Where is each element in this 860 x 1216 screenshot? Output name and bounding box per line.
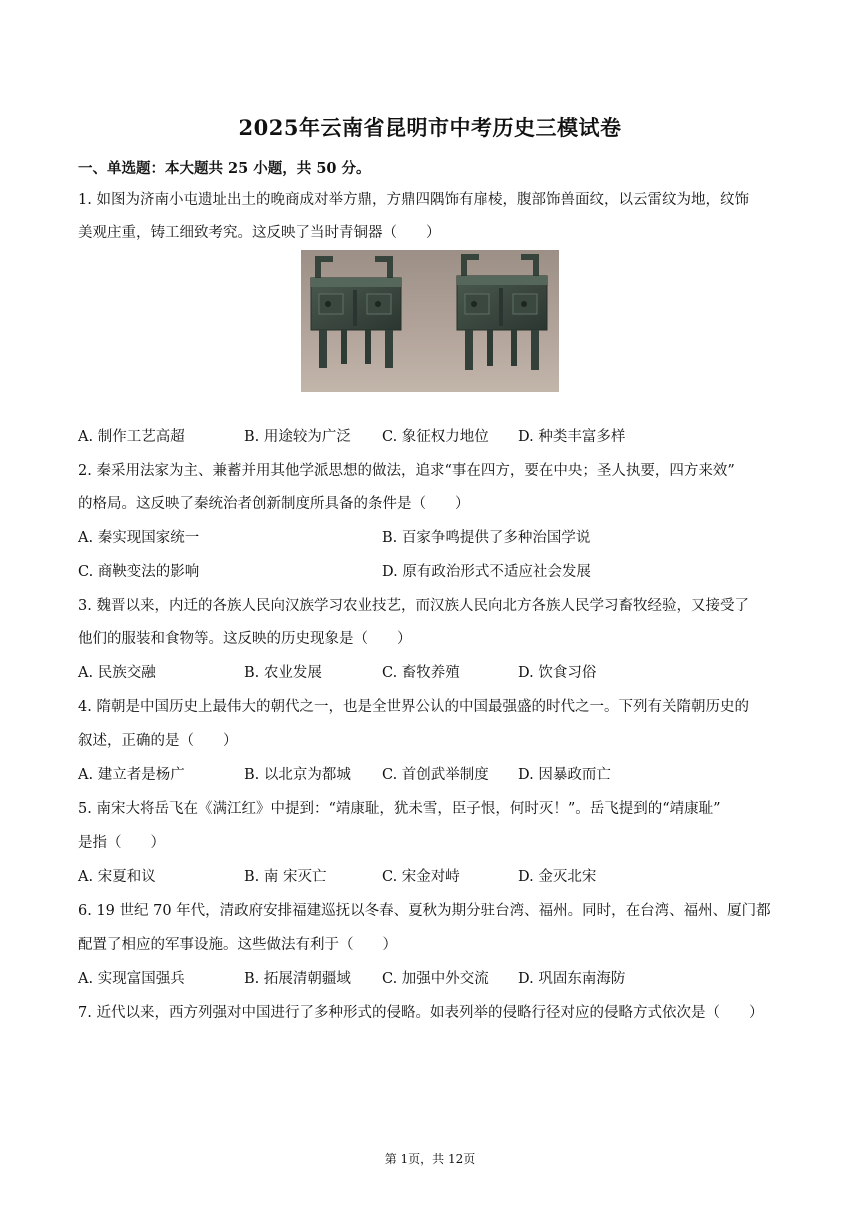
q3-option-c: C. 畜牧养殖 bbox=[382, 665, 460, 681]
q3-option-d: D. 饮食习俗 bbox=[518, 665, 597, 681]
q6-option-a: A. 实现富国强兵 bbox=[78, 971, 185, 987]
question-3-line-1: 3. 魏晋以来，内迁的各族人民向汉族学习农业技艺，而汉族人民向北方各族人民学习畜牧经验，又接受了 bbox=[78, 598, 749, 614]
page-title: 2025年云南省昆明市中考历史三模试卷 bbox=[238, 115, 622, 140]
question-4-line-2: 叙述，正确的是（ ） bbox=[78, 733, 238, 749]
q1-option-d: D. 种类丰富多样 bbox=[518, 429, 626, 445]
section-heading: 一、单选题：本大题共 25 小题，共 50 分。 bbox=[78, 160, 371, 177]
q3-option-b: B. 农业发展 bbox=[244, 665, 322, 681]
q5-option-c: C. 宋金对峙 bbox=[382, 869, 460, 885]
q4-option-d: D. 因暴政而亡 bbox=[518, 767, 611, 783]
question-7-line-1: 7. 近代以来，西方列强对中国进行了多种形式的侵略。如表列举的侵略行径对应的侵略方式依次是（ ） bbox=[78, 1005, 764, 1021]
page-footer: 第 1页，共 12页 bbox=[384, 1152, 476, 1166]
q1-option-a: A. 制作工艺高超 bbox=[78, 429, 185, 445]
question-2-line-2: 的格局。这反映了秦统治者创新制度所具备的条件是（ ） bbox=[78, 496, 470, 512]
question-5-line-2: 是指（ ） bbox=[78, 835, 165, 851]
q6-option-d: D. 巩固东南海防 bbox=[518, 971, 626, 987]
q6-option-b: B. 拓展清朝疆域 bbox=[244, 971, 351, 987]
question-2-line-1: 2. 秦采用法家为主、兼蓄并用其他学派思想的做法，追求“事在四方，要在中央；圣人执要，四方来效” bbox=[78, 463, 735, 479]
question-1-line-1: 1. 如图为济南小屯遗址出土的晚商成对举方鼎，方鼎四隅饰有扉棱，腹部饰兽面纹，以云雷纹为地，纹饰 bbox=[78, 192, 749, 208]
question-5-line-1: 5. 南宋大将岳飞在《满江红》中提到：“靖康耻，犹未雪，臣子恨，何时灭！”。岳飞提到的“靖康耻” bbox=[78, 801, 721, 817]
q5-option-b: B. 南 宋灭亡 bbox=[244, 869, 327, 885]
q6-option-c: C. 加强中外交流 bbox=[382, 971, 489, 987]
q1-option-b: B. 用途较为广泛 bbox=[244, 429, 351, 445]
question-1-line-2: 美观庄重，铸工细致考究。这反映了当时青铜器（ ） bbox=[78, 225, 441, 241]
q1-option-c: C. 象征权力地位 bbox=[382, 429, 489, 445]
question-6-line-1: 6. 19 世纪 70 年代，清政府安排福建巡抚以冬春、夏秋为期分驻台湾、福州。同时，在台湾、福州、厦门都 bbox=[78, 903, 771, 919]
bronze-ding-photo bbox=[301, 250, 559, 392]
q4-option-a: A. 建立者是杨广 bbox=[78, 767, 185, 783]
q2-option-a: A. 秦实现国家统一 bbox=[78, 530, 200, 546]
question-6-line-2: 配置了相应的军事设施。这些做法有利于（ ） bbox=[78, 937, 397, 953]
question-4-line-1: 4. 隋朝是中国历史上最伟大的朝代之一，也是全世界公认的中国最强盛的时代之一。下列有关隋朝历史的 bbox=[78, 699, 749, 715]
q4-option-c: C. 首创武举制度 bbox=[382, 767, 489, 783]
q2-option-c: C. 商鞅变法的影响 bbox=[78, 564, 200, 580]
question-3-line-2: 他们的服装和食物等。这反映的历史现象是（ ） bbox=[78, 631, 412, 647]
q3-option-a: A. 民族交融 bbox=[78, 665, 156, 681]
q5-option-a: A. 宋夏和议 bbox=[78, 869, 156, 885]
q4-option-b: B. 以北京为都城 bbox=[244, 767, 351, 783]
q2-option-b: B. 百家争鸣提供了多种治国学说 bbox=[382, 530, 591, 546]
q5-option-d: D. 金灭北宋 bbox=[518, 869, 597, 885]
q2-option-d: D. 原有政治形式不适应社会发展 bbox=[382, 564, 591, 580]
